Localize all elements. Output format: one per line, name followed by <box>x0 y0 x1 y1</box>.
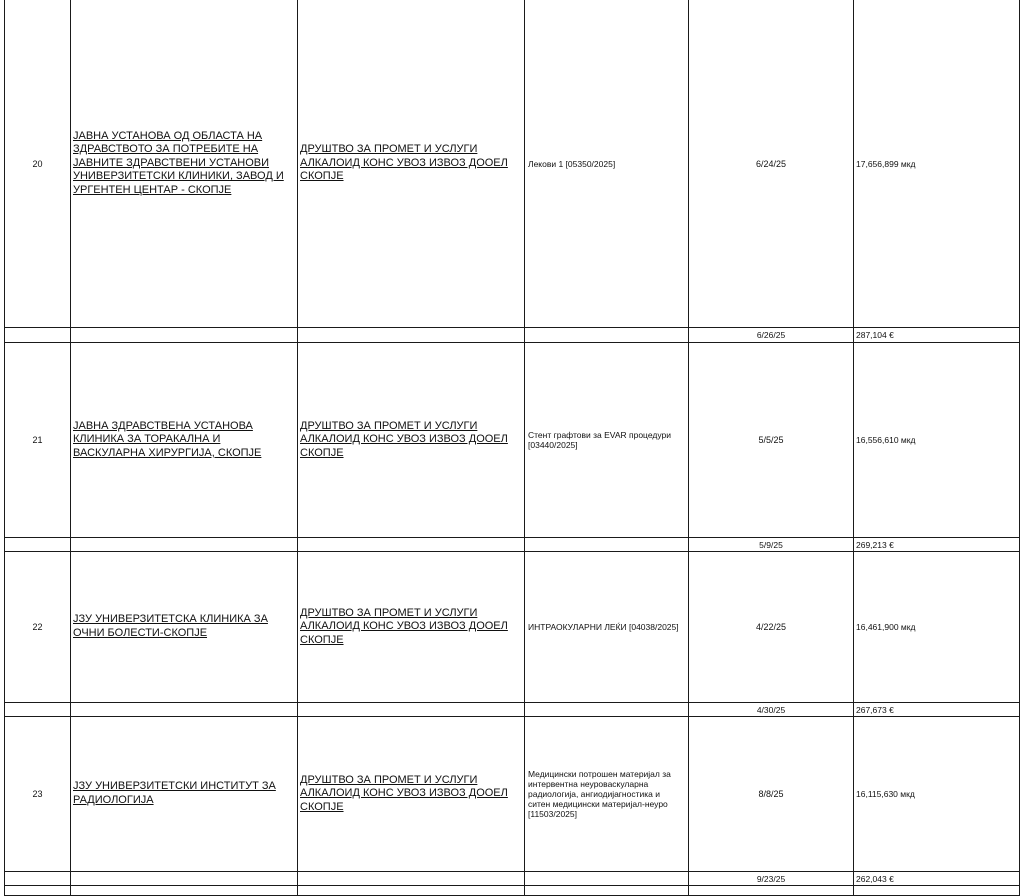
subject-cell: ИНТРАОКУЛАРНИ ЛЕЌИ [04038/2025] <box>525 552 689 703</box>
value-mkd: 16,115,630 мкд <box>854 717 1020 872</box>
contract-date: 6/24/25 <box>689 0 854 328</box>
institution-cell <box>71 0 298 328</box>
sub-date: 4/30/25 <box>689 703 854 717</box>
value-mkd: 16,461,900 мкд <box>854 552 1020 703</box>
sub-date: 5/9/25 <box>689 538 854 552</box>
table-subrow <box>5 703 1020 717</box>
company-cell <box>298 552 525 703</box>
subject-cell: Лекови 1 [05350/2025] <box>525 0 689 328</box>
sub-date: 6/26/25 <box>689 328 854 343</box>
row-number: 23 <box>5 717 71 872</box>
company-cell <box>298 0 525 328</box>
subject-cell: Медицински потрошен материјал за интервентна неуроваскуларна радиологија, ангиодијагностика и ситен медицински материјал-неуро [11503/2025] <box>525 717 689 872</box>
contract-date: 4/22/25 <box>689 552 854 703</box>
row-number: 20 <box>5 0 71 328</box>
table-row <box>5 717 1020 872</box>
contract-date: 5/5/25 <box>689 343 854 538</box>
institution-link[interactable]: ЈЗУ УНИВЕРЗИТЕТСКА КЛИНИКА ЗА ОЧНИ БОЛЕСТИ-СКОПЈЕ <box>73 613 268 639</box>
company-link[interactable]: ДРУШТВО ЗА ПРОМЕТ И УСЛУГИ АЛКАЛОИД КОНС УВОЗ ИЗВОЗ ДООЕЛ СКОПЈЕ <box>300 143 508 183</box>
institution-link[interactable]: ЈАВНА ЗДРАВСТВЕНА УСТАНОВА КЛИНИКА ЗА ТОРАКАЛНА И ВАСКУЛАРНА ХИРУРГИЈА, СКОПЈЕ <box>73 419 262 459</box>
row-number: 22 <box>5 552 71 703</box>
value-eur: 262,043 € <box>854 872 1020 886</box>
institution-cell <box>71 717 298 872</box>
value-eur: 269,213 € <box>854 538 1020 552</box>
table-subrow <box>5 538 1020 552</box>
row-number: 21 <box>5 343 71 538</box>
institution-link[interactable]: ЈАВНА УСТАНОВА ОД ОБЛАСТА НА ЗДРАВСТВОТО ЗА ПОТРЕБИТЕ НА ЈАВНИТЕ ЗДРАВСТВЕНИ УСТАНОВИ УНИВЕРЗИТЕТСКИ КЛИНИКИ, ЗАВОД И УРГЕНТЕН ЦЕНТАР - СКОПЈЕ <box>73 129 284 196</box>
contract-date: 8/8/25 <box>689 717 854 872</box>
value-mkd: 16,556,610 мкд <box>854 343 1020 538</box>
table-row-partial <box>5 886 1020 896</box>
company-link[interactable]: ДРУШТВО ЗА ПРОМЕТ И УСЛУГИ АЛКАЛОИД КОНС УВОЗ ИЗВОЗ ДООЕЛ СКОПЈЕ <box>300 773 508 813</box>
table-row <box>5 552 1020 703</box>
company-cell <box>298 343 525 538</box>
value-eur: 267,673 € <box>854 703 1020 717</box>
contracts-table <box>4 0 1020 896</box>
subject-cell: Стент графтови за EVAR процедури [03440/2025] <box>525 343 689 538</box>
institution-cell <box>71 343 298 538</box>
institution-cell <box>71 552 298 703</box>
sub-date: 9/23/25 <box>689 872 854 886</box>
value-eur: 287,104 € <box>854 328 1020 343</box>
institution-link[interactable]: ЈЗУ УНИВЕРЗИТЕТСКИ ИНСТИТУТ ЗА РАДИОЛОГИЈА <box>73 780 276 806</box>
company-cell <box>298 717 525 872</box>
table-row <box>5 343 1020 538</box>
value-mkd: 17,656,899 мкд <box>854 0 1020 328</box>
company-link[interactable]: ДРУШТВО ЗА ПРОМЕТ И УСЛУГИ АЛКАЛОИД КОНС УВОЗ ИЗВОЗ ДООЕЛ СКОПЈЕ <box>300 419 508 459</box>
company-link[interactable]: ДРУШТВО ЗА ПРОМЕТ И УСЛУГИ АЛКАЛОИД КОНС УВОЗ ИЗВОЗ ДООЕЛ СКОПЈЕ <box>300 606 508 646</box>
table-row <box>5 0 1020 328</box>
table-subrow <box>5 872 1020 886</box>
table-subrow <box>5 328 1020 343</box>
